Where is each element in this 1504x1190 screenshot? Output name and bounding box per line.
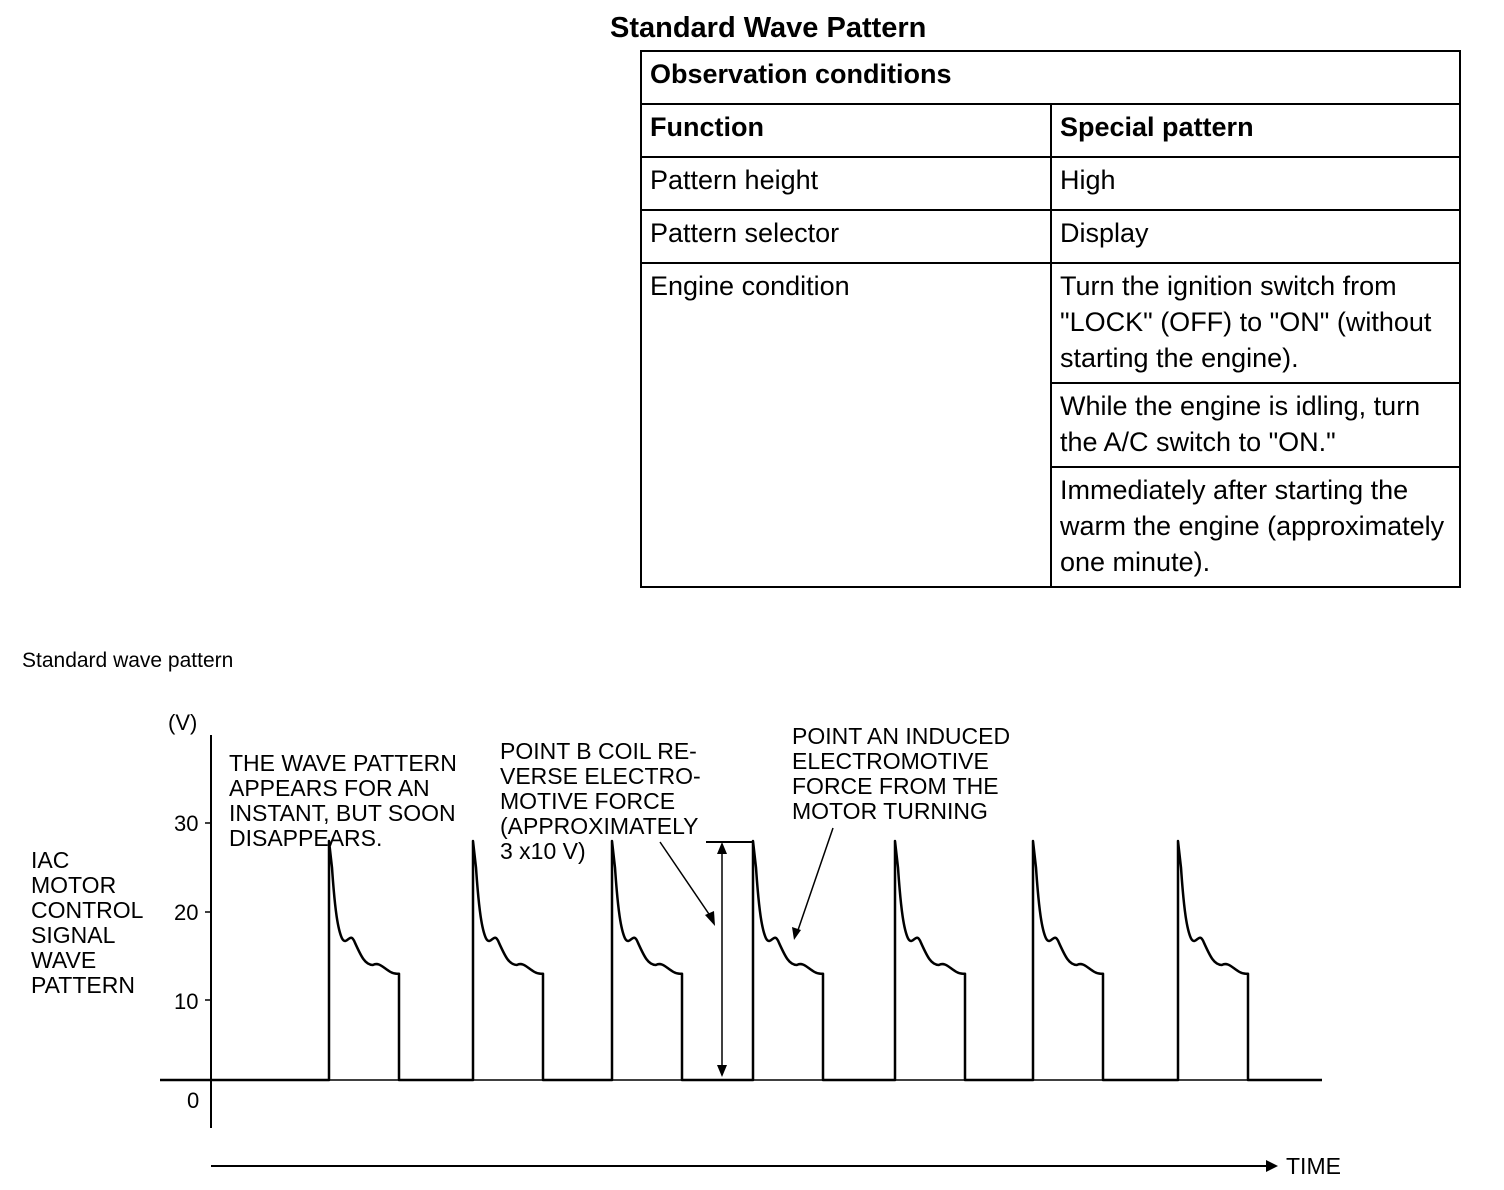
note-line: DISAPPEARS. xyxy=(229,825,383,851)
note-line: MOTOR TURNING xyxy=(792,798,988,824)
y-tick-label: 10 xyxy=(174,989,199,1014)
row-special-cell: Display xyxy=(1051,210,1460,263)
observation-conditions-table xyxy=(640,50,1461,588)
wave-pattern-chart xyxy=(0,690,1504,1190)
arrow-head-icon xyxy=(792,927,801,940)
signal-trace xyxy=(160,841,1322,1080)
arrow-down-icon xyxy=(717,1065,727,1077)
point-a-pointer xyxy=(792,828,833,940)
side-label xyxy=(31,847,144,998)
side-label-line: CONTROL xyxy=(31,897,144,923)
arrow-head-icon xyxy=(705,911,715,926)
row-special-cell: High xyxy=(1051,157,1460,210)
caption-cell: Observation conditions xyxy=(641,51,1460,104)
table-row xyxy=(641,210,1460,263)
row-special-cell: Turn the ignition switch from "LOCK" (OFF) to "ON" (without starting the engine). xyxy=(1051,263,1460,383)
note-line: INSTANT, BUT SOON xyxy=(229,800,456,826)
side-label-line: IAC xyxy=(31,847,70,873)
note-point-a xyxy=(792,723,1010,824)
header-special-pattern: Special pattern xyxy=(1051,104,1460,157)
note-line: THE WAVE PATTERN xyxy=(229,750,457,776)
note-line: VERSE ELECTRO- xyxy=(500,763,701,789)
note-line: FORCE FROM THE xyxy=(792,773,999,799)
side-label-line: WAVE xyxy=(31,947,97,973)
arrow-up-icon xyxy=(717,842,727,854)
table-header-row xyxy=(641,104,1460,157)
x-axis-label: TIME xyxy=(1286,1153,1341,1179)
section-title: Standard Wave Pattern xyxy=(610,12,927,44)
note-line: MOTIVE FORCE xyxy=(500,788,676,814)
row-special-cell: While the engine is idling, turn the A/C switch to "ON." xyxy=(1051,383,1460,467)
row-special-cell: Immediately after starting the warm the engine (approximately one minute). xyxy=(1051,467,1460,587)
time-arrow-icon xyxy=(1266,1160,1278,1172)
table-row xyxy=(641,263,1460,383)
note-line: ELECTROMOTIVE xyxy=(792,748,989,774)
note-line: POINT B COIL RE- xyxy=(500,738,697,764)
side-label-line: MOTOR xyxy=(31,872,117,898)
note-line: (APPROXIMATELY xyxy=(500,813,699,839)
note-line: POINT AN INDUCED xyxy=(792,723,1011,749)
y-tick-label: 20 xyxy=(174,900,199,925)
note-line: 3 x10 V) xyxy=(500,838,586,864)
header-function: Function xyxy=(641,104,1051,157)
side-label-line: SIGNAL xyxy=(31,922,116,948)
row-function-cell: Engine condition xyxy=(641,263,1051,587)
voltage-dimension-marker xyxy=(706,842,754,1077)
side-label-line: PATTERN xyxy=(31,972,135,998)
y-unit-label: (V) xyxy=(168,710,198,735)
note-instant xyxy=(229,750,457,851)
row-function-cell: Pattern height xyxy=(641,157,1051,210)
table-caption-row xyxy=(641,51,1460,104)
note-line: APPEARS FOR AN xyxy=(229,775,430,801)
figure-label: Standard wave pattern xyxy=(22,649,234,672)
waveform xyxy=(160,841,1322,1080)
y-tick-label: 0 xyxy=(187,1088,200,1113)
row-function-cell: Pattern selector xyxy=(641,210,1051,263)
note-point-b xyxy=(500,738,701,864)
point-b-pointer xyxy=(660,842,715,926)
y-tick-label: 30 xyxy=(174,811,199,836)
table-row xyxy=(641,157,1460,210)
